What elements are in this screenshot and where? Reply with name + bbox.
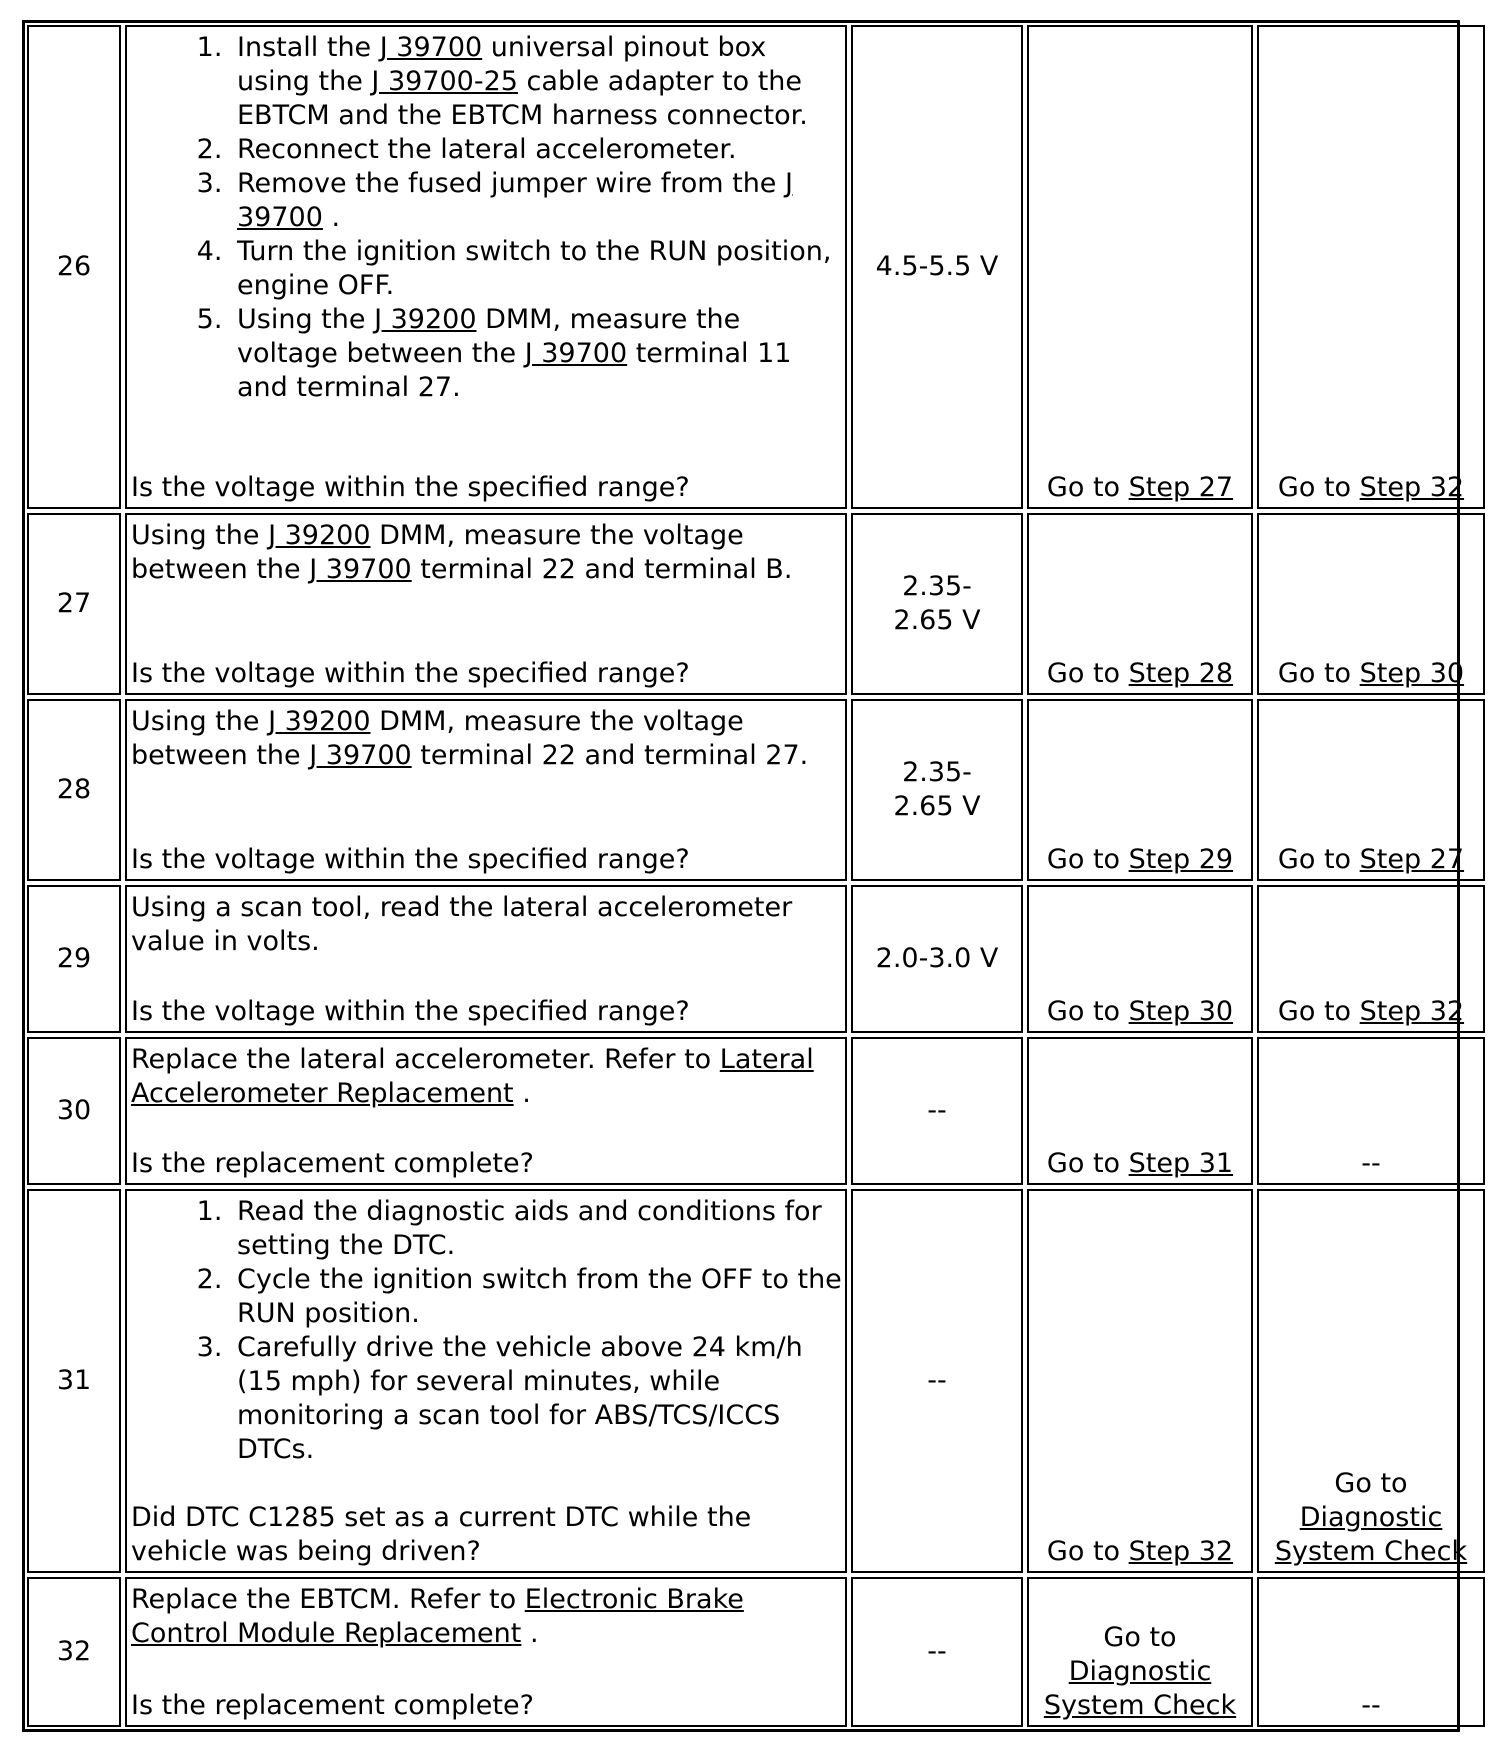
procedure-link[interactable]: Electronic Brake Control Module Replacement xyxy=(131,1584,744,1649)
step-link[interactable]: Step 28 xyxy=(1128,658,1234,689)
specified-value: -- xyxy=(851,1577,1023,1727)
tool-link[interactable]: J 39200 xyxy=(374,304,477,335)
step-link[interactable]: Step 32 xyxy=(1359,996,1465,1027)
yes-action: Go to Diagnostic System Check xyxy=(1027,1577,1253,1727)
specified-value: 2.35-2.65 V xyxy=(851,699,1023,881)
table-row xyxy=(25,699,1465,881)
system-check-link[interactable]: Diagnostic System Check xyxy=(1274,1502,1468,1567)
step-description xyxy=(125,1189,847,1573)
step-number: 32 xyxy=(27,1577,121,1727)
specified-value: 4.5-5.5 V xyxy=(851,25,1023,509)
step-link[interactable]: Step 29 xyxy=(1128,844,1234,875)
no-action: Go to Diagnostic System Check xyxy=(1257,1189,1485,1573)
no-action: -- xyxy=(1257,1577,1485,1727)
instruction-list xyxy=(131,1195,845,1467)
step-description xyxy=(125,513,847,695)
specified-value: 2.0-3.0 V xyxy=(851,885,1023,1033)
instruction-item: 4. Turn the ignition switch to the RUN position, engine OFF. xyxy=(231,235,845,303)
step-question: Is the voltage within the specified range? xyxy=(131,472,690,503)
no-action: Go to Step 27 xyxy=(1257,699,1485,881)
step-description xyxy=(125,885,847,1033)
yes-action: Go to Step 32 xyxy=(1027,1189,1253,1573)
instruction-list xyxy=(131,31,845,405)
no-action: Go to Step 32 xyxy=(1257,885,1485,1033)
table-row xyxy=(25,1189,1468,1573)
step-number: 28 xyxy=(27,699,121,881)
table-row xyxy=(25,513,1465,695)
step-description xyxy=(125,1577,847,1727)
step-question: Is the replacement complete? xyxy=(131,1690,534,1721)
step-text: Replace the lateral accelerometer. Refer to Lateral Accelerometer Replacement . xyxy=(131,1044,814,1109)
tool-link[interactable]: J 39700 xyxy=(237,168,793,233)
instruction-item: 2. Cycle the ignition switch from the OFF to the RUN position. xyxy=(231,1263,845,1331)
yes-action: Go to Step 31 xyxy=(1027,1037,1253,1185)
table-row xyxy=(25,1037,1457,1185)
instruction-item: 1. Install the J 39700 universal pinout box using the J 39700-25 cable adapter to the EBTCM and the EBTCM harness connector. xyxy=(231,31,845,133)
yes-action: Go to Step 28 xyxy=(1027,513,1253,695)
diagnostic-table xyxy=(22,20,1468,1732)
no-action: Go to Step 32 xyxy=(1257,25,1485,509)
instruction-item: 3. Remove the fused jumper wire from the J 39700 . xyxy=(231,167,845,235)
no-action: -- xyxy=(1257,1037,1485,1185)
instruction-item: 2. Reconnect the lateral accelerometer. xyxy=(231,133,845,167)
step-number: 29 xyxy=(27,885,121,1033)
step-link[interactable]: Step 31 xyxy=(1128,1148,1234,1179)
step-question: Is the replacement complete? xyxy=(131,1148,534,1179)
tool-link[interactable]: J 39700 xyxy=(524,338,628,369)
specified-value: -- xyxy=(851,1037,1023,1185)
step-question: Is the voltage within the specified range? xyxy=(131,844,690,875)
step-number: 30 xyxy=(27,1037,121,1185)
no-action: Go to Step 30 xyxy=(1257,513,1485,695)
step-text: Using the J 39200 DMM, measure the voltage between the J 39700 terminal 22 and terminal B. xyxy=(131,520,793,585)
table-row xyxy=(25,25,1465,509)
step-text: Using a scan tool, read the lateral accelerometer value in volts. xyxy=(131,892,793,957)
step-number: 27 xyxy=(27,513,121,695)
step-link[interactable]: Step 32 xyxy=(1128,1536,1234,1567)
table-row xyxy=(25,885,1465,1033)
step-number: 26 xyxy=(27,25,121,509)
tool-link[interactable]: J 39200 xyxy=(268,706,371,737)
step-link[interactable]: Step 27 xyxy=(1128,472,1234,503)
instruction-item: 1. Read the diagnostic aids and conditions for setting the DTC. xyxy=(231,1195,845,1263)
step-link[interactable]: Step 27 xyxy=(1359,844,1465,875)
tool-link[interactable]: J 39700 xyxy=(379,32,483,63)
step-number: 31 xyxy=(27,1189,121,1573)
step-question: Did DTC C1285 set as a current DTC while the vehicle was being driven? xyxy=(131,1502,752,1567)
table-row xyxy=(25,1577,1457,1727)
tool-link[interactable]: J 39200 xyxy=(268,520,371,551)
step-description xyxy=(125,699,847,881)
tool-link[interactable]: J 39700-25 xyxy=(371,66,518,97)
instruction-item: 5. Using the J 39200 DMM, measure the voltage between the J 39700 terminal 11 and terminal 27. xyxy=(231,303,845,405)
system-check-link[interactable]: Diagnostic System Check xyxy=(1043,1656,1237,1721)
yes-action: Go to Step 29 xyxy=(1027,699,1253,881)
yes-action: Go to Step 27 xyxy=(1027,25,1253,509)
step-description xyxy=(125,1037,847,1185)
step-question: Is the voltage within the specified range? xyxy=(131,658,690,689)
specified-value: -- xyxy=(851,1189,1023,1573)
step-link[interactable]: Step 30 xyxy=(1359,658,1465,689)
step-description xyxy=(125,25,847,509)
step-link[interactable]: Step 32 xyxy=(1359,472,1465,503)
specified-value: 2.35-2.65 V xyxy=(851,513,1023,695)
tool-link[interactable]: J 39700 xyxy=(309,740,412,771)
procedure-link[interactable]: Lateral Accelerometer Replacement xyxy=(131,1044,814,1109)
step-question: Is the voltage within the specified range? xyxy=(131,996,690,1027)
tool-link[interactable]: J 39700 xyxy=(309,554,412,585)
yes-action: Go to Step 30 xyxy=(1027,885,1253,1033)
step-text: Replace the EBTCM. Refer to Electronic Brake Control Module Replacement . xyxy=(131,1584,744,1649)
step-text: Using the J 39200 DMM, measure the voltage between the J 39700 terminal 22 and terminal 27. xyxy=(131,706,809,771)
step-link[interactable]: Step 30 xyxy=(1128,996,1234,1027)
instruction-item: 3. Carefully drive the vehicle above 24 km/h (15 mph) for several minutes, while monitoring a scan tool for ABS/TCS/ICCS DTCs. xyxy=(231,1331,845,1467)
